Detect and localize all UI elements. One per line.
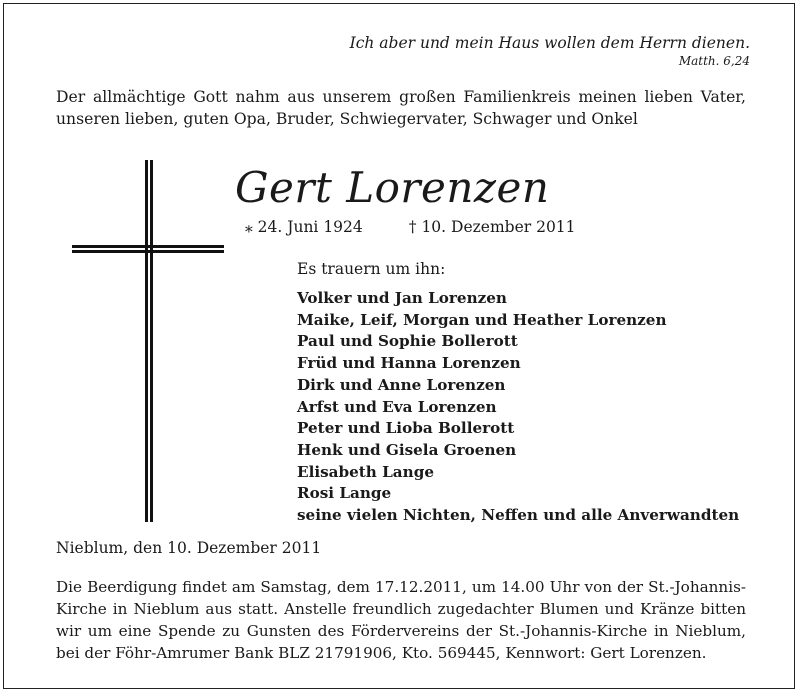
mourner-item: Rosi Lange <box>297 484 392 503</box>
mourner-item: seine vielen Nichten, Neffen und alle Anverwandten <box>297 506 740 525</box>
mourner-item: Paul und Sophie Bollerott <box>297 332 518 351</box>
mourner-item: Henk und Gisela Groenen <box>297 440 517 459</box>
intro-paragraph: Der allmächtige Gott nahm aus unserem großen Familienkreis meinen lieben Vater, unseren lieben, guten Opa, Bruder, Schwiegervater, Schwager und Onkel <box>56 88 746 128</box>
place-and-date: Nieblum, den 10. Dezember 2011 <box>56 539 322 557</box>
deceased-name: Gert Lorenzen <box>235 163 550 212</box>
mourner-item: Arfst und Eva Lorenzen <box>297 397 497 416</box>
mourning-heading: Es trauern um ihn: <box>297 260 446 278</box>
cross-icon-horizontal-beam <box>72 245 224 253</box>
mourners-list <box>297 288 739 527</box>
funeral-details: Die Beerdigung findet am Samstag, dem 17.12.2011, um 14.00 Uhr von der St.-Johannis-Kirche in Nieblum aus statt. Anstelle freundlich zugedachter Blumen und Kränze bitten wir um eine Spende zu Gunsten des Fördervereins der St.-Johannis-Kirche in Nieblum, bei der Föhr-Amrumer Bank BLZ 21791906, Kto. 569445, Kennwort: Gert Lorenzen. <box>56 578 746 662</box>
mourner-item: Volker und Jan Lorenzen <box>297 289 507 307</box>
death-date: † 10. Dezember 2011 <box>408 218 576 236</box>
mourner-item: Elisabeth Lange <box>297 462 434 481</box>
mourner-item: Dirk und Anne Lorenzen <box>297 375 506 394</box>
mourner-item: Früd und Hanna Lorenzen <box>297 354 521 373</box>
birth-date: ⁎ 24. Juni 1924 <box>245 218 363 236</box>
mourner-item: Maike, Leif, Morgan und Heather Lorenzen <box>297 310 667 329</box>
life-dates <box>245 218 576 236</box>
mourner-item: Peter und Lioba Bollerott <box>297 419 515 438</box>
bible-verse: Ich aber und mein Haus wollen dem Herrn dienen. <box>349 34 750 52</box>
cross-icon-vertical-beam <box>145 160 153 522</box>
verse-reference: Matth. 6,24 <box>678 54 750 68</box>
